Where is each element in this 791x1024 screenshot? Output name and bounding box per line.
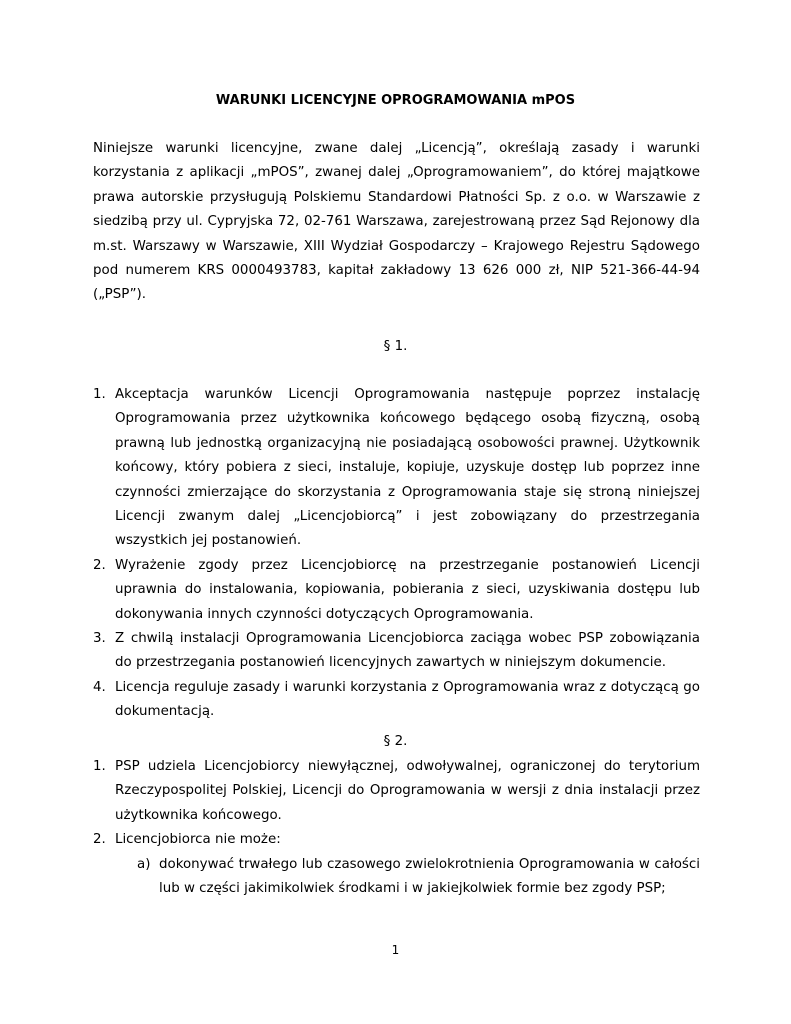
- item-text: PSP udziela Licencjobiorcy niewyłącznej, odwoływalnej, ograniczonej do terytorium Rzeczypospolitej Polskiej, Licencji do Oprogramowania w wersji z dnia instalacji przez użytkownika końcowego.: [115, 759, 700, 823]
- list-item: [93, 676, 700, 725]
- list-item: [93, 755, 700, 828]
- list-item: [93, 383, 700, 554]
- list-item: [93, 828, 700, 901]
- document-title: WARUNKI LICENCYJNE OPROGRAMOWANIA mPOS: [215, 93, 576, 108]
- section-2-heading: § 2.: [383, 734, 408, 749]
- intro-paragraph: Niniejsze warunki licencyjne, zwane dalej „Licencją”, określają zasady i warunki korzystania z aplikacji „mPOS”, zwanej dalej „Oprogramowaniem”, do której majątkowe prawa autorskie przysługują Polskiemu Standardowi Płatności Sp. z o.o. w Warszawie z siedzibą przy ul. Cypryjska 72, 02-761 Warszawa, zarejestrowaną przez Sąd Rejonowy dla m.st. Warszawy w Warszawie, XIII Wydział Gospodarczy – Krajowego Rejestru Sądowego pod numerem KRS 0000493783, kapitał zakładowy 13 626 000 zł, NIP 521-366-44-94 („PSP”).: [93, 141, 700, 303]
- item-number: 2.: [93, 832, 106, 848]
- item-text: Akceptacja warunków Licencji Oprogramowania następuje poprzez instalację Oprogramowania przez użytkownika końcowego będącego osobą fizyczną, osobą prawną lub jednostką organizacyjną nie posiadającą osobowości prawnej. Użytkownik końcowy, który pobiera z sieci, instaluje, kopiuje, uzyskuje dostęp lub poprzez inne czynności zmierzające do skorzystania z Oprogramowania staje się stroną niniejszej Licencji zwanym dalej „Licencjobiorcą” i jest zobowiązany do przestrzegania wszystkich jej postanowień.: [115, 387, 700, 549]
- section-1-heading: § 1.: [383, 339, 408, 354]
- sub-list-item: [137, 853, 700, 902]
- item-number: 3.: [93, 631, 106, 647]
- item-text: Wyrażenie zgody przez Licencjobiorcę na przestrzeganie postanowień Licencji uprawnia do instalowania, kopiowania, pobierania z sieci, uzyskiwania dostępu lub dokonywania innych czynności dotyczących Oprogramowania.: [115, 557, 700, 622]
- section-1-list: [93, 383, 700, 725]
- item-text: Licencja reguluje zasady i warunki korzystania z Oprogramowania wraz z dotyczącą go dokumentacją.: [115, 679, 700, 720]
- sub-list: [115, 853, 700, 902]
- item-number: 4.: [93, 679, 106, 695]
- item-number: 2.: [93, 557, 106, 573]
- item-text: Z chwilą instalacji Oprogramowania Licencjobiorca zaciąga wobec PSP zobowiązania do przestrzegania postanowień licencyjnych zawartych w niniejszym dokumencie.: [115, 631, 700, 671]
- list-item: [93, 554, 700, 627]
- section-2-list: [93, 755, 700, 901]
- item-number: 1.: [93, 387, 106, 402]
- list-item: [93, 627, 700, 676]
- sub-item-text: dokonywać trwałego lub czasowego zwielokrotnienia Oprogramowania w całości lub w części jakimikolwiek środkami i w jakiejkolwiek formie bez zgody PSP;: [159, 856, 700, 897]
- item-text: Licencjobiorca nie może:: [115, 832, 281, 848]
- sub-item-letter: a): [137, 856, 151, 872]
- page-number: 1: [391, 943, 400, 957]
- item-number: 1.: [93, 759, 106, 774]
